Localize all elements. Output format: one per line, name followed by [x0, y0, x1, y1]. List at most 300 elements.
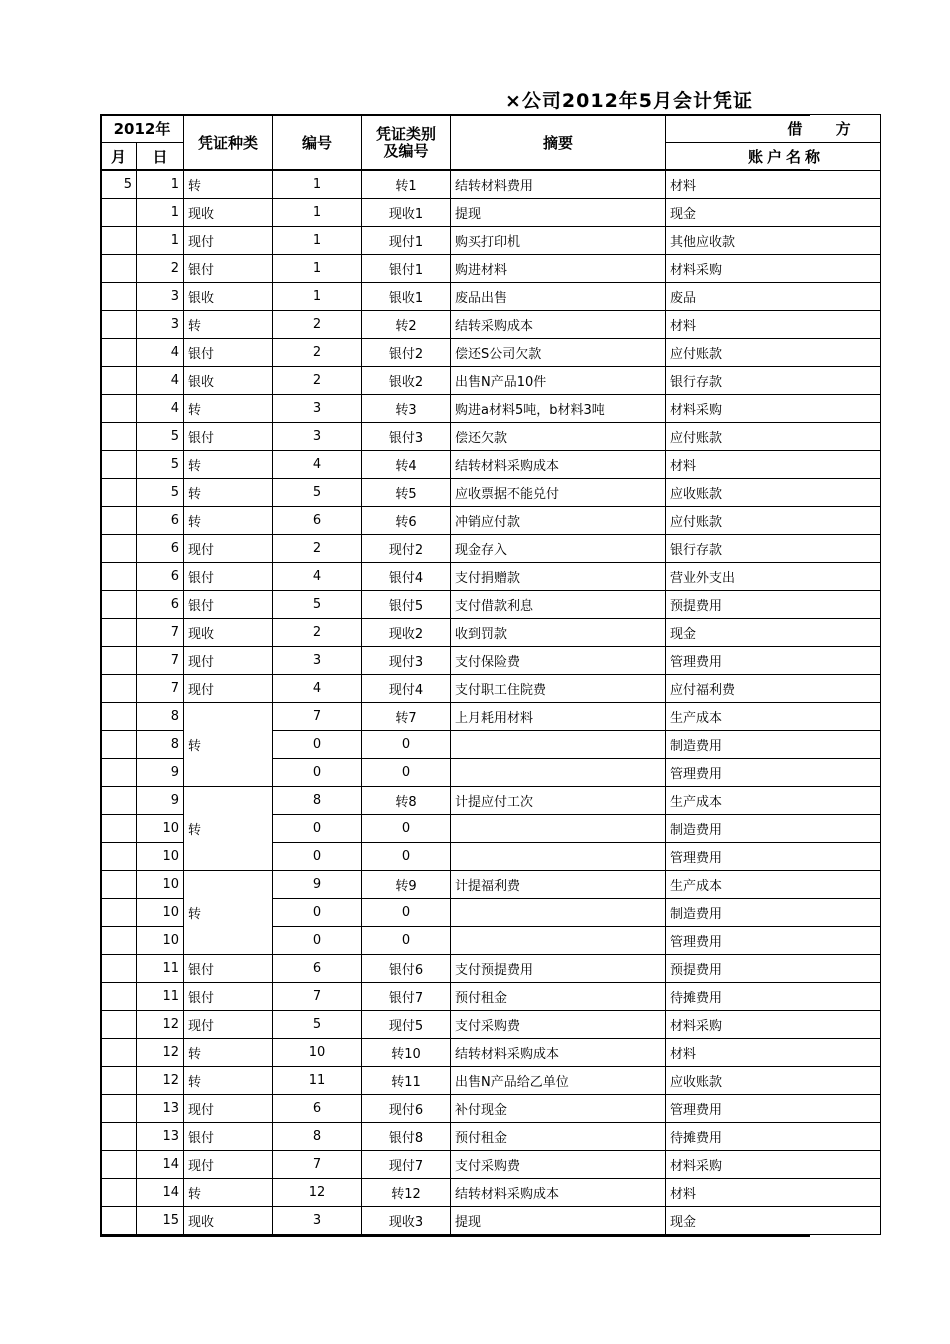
cell-month — [101, 563, 137, 591]
cell-summary: 结转采购成本 — [451, 311, 666, 339]
cell-number: 7 — [273, 1151, 362, 1179]
cell-month — [101, 283, 137, 311]
table-row — [101, 367, 881, 395]
cell-month — [101, 843, 137, 871]
sheet-title: ×公司2012年5月会计凭证 — [505, 90, 754, 112]
table-row — [101, 227, 881, 255]
cell-day: 14 — [137, 1151, 184, 1179]
table-row — [101, 591, 881, 619]
cell-category-number: 现付7 — [362, 1151, 451, 1179]
cell-voucher-type: 现付 — [184, 647, 273, 675]
cell-category-number: 转8 — [362, 787, 451, 815]
cell-month — [101, 983, 137, 1011]
voucher-table — [100, 114, 881, 1235]
cell-category-number: 转4 — [362, 451, 451, 479]
cell-summary: 上月耗用材料 — [451, 703, 666, 731]
header-category-line2: 及编号 — [383, 141, 429, 160]
cell-account-name: 应付账款 — [666, 423, 881, 451]
table-row — [101, 423, 881, 451]
cell-month — [101, 1095, 137, 1123]
cell-number: 7 — [273, 703, 362, 731]
table-row — [101, 199, 881, 227]
cell-voucher-type: 转 — [184, 395, 273, 423]
table-row — [101, 451, 881, 479]
header-day: 日 — [137, 143, 184, 171]
cell-number: 5 — [273, 479, 362, 507]
cell-category-number: 0 — [362, 815, 451, 843]
header-number: 编号 — [273, 115, 362, 171]
voucher-sheet — [100, 114, 865, 1236]
table-row — [101, 479, 881, 507]
cell-day: 10 — [137, 843, 184, 871]
cell-summary: 出售N产品给乙单位 — [451, 1067, 666, 1095]
table-row — [101, 1123, 881, 1151]
table-row — [101, 1151, 881, 1179]
cell-account-name: 制造费用 — [666, 731, 881, 759]
cell-month — [101, 507, 137, 535]
table-row — [101, 1095, 881, 1123]
cell-voucher-type: 转 — [184, 479, 273, 507]
cell-voucher-type: 银付 — [184, 955, 273, 983]
cell-category-number: 银收2 — [362, 367, 451, 395]
header-month: 月 — [101, 143, 137, 171]
cell-account-name: 材料采购 — [666, 395, 881, 423]
cell-account-name: 应付福利费 — [666, 675, 881, 703]
cell-summary: 补付现金 — [451, 1095, 666, 1123]
cell-month — [101, 899, 137, 927]
cell-account-name: 现金 — [666, 619, 881, 647]
table-row — [101, 955, 881, 983]
cell-voucher-type: 银付 — [184, 1123, 273, 1151]
cell-voucher-type: 现付 — [184, 227, 273, 255]
cell-number: 0 — [273, 899, 362, 927]
cell-day: 10 — [137, 871, 184, 899]
cell-summary: 提现 — [451, 1207, 666, 1235]
cell-account-name: 材料 — [666, 171, 881, 199]
cell-day: 6 — [137, 591, 184, 619]
border-top — [100, 114, 810, 116]
cell-voucher-type: 转 — [184, 507, 273, 535]
cell-account-name: 待摊费用 — [666, 1123, 881, 1151]
cell-day: 3 — [137, 311, 184, 339]
cell-number: 1 — [273, 227, 362, 255]
cell-category-number: 现付1 — [362, 227, 451, 255]
cell-category-number: 银付1 — [362, 255, 451, 283]
cell-voucher-type: 银收 — [184, 367, 273, 395]
table-row — [101, 339, 881, 367]
cell-month — [101, 675, 137, 703]
cell-account-name: 材料 — [666, 311, 881, 339]
cell-voucher-type: 银收 — [184, 283, 273, 311]
cell-category-number: 银付4 — [362, 563, 451, 591]
cell-account-name: 材料采购 — [666, 255, 881, 283]
cell-number: 3 — [273, 647, 362, 675]
cell-month — [101, 479, 137, 507]
cell-day: 8 — [137, 703, 184, 731]
cell-number: 2 — [273, 535, 362, 563]
cell-day: 6 — [137, 507, 184, 535]
cell-category-number: 现付5 — [362, 1011, 451, 1039]
table-row — [101, 983, 881, 1011]
cell-day: 5 — [137, 451, 184, 479]
header-account-name — [666, 143, 881, 171]
table-row — [101, 1179, 881, 1207]
cell-day: 6 — [137, 563, 184, 591]
cell-category-number: 现收1 — [362, 199, 451, 227]
cell-month — [101, 1207, 137, 1235]
cell-voucher-type: 转 — [184, 451, 273, 479]
cell-month — [101, 535, 137, 563]
table-row — [101, 283, 881, 311]
cell-voucher-type: 现收 — [184, 1207, 273, 1235]
cell-voucher-type: 转 — [184, 171, 273, 199]
cell-summary: 提现 — [451, 199, 666, 227]
cell-number: 1 — [273, 255, 362, 283]
cell-voucher-type: 现付 — [184, 1095, 273, 1123]
cell-day: 1 — [137, 171, 184, 199]
cell-summary: 结转材料采购成本 — [451, 1039, 666, 1067]
cell-month — [101, 1039, 137, 1067]
cell-number: 11 — [273, 1067, 362, 1095]
table-row — [101, 675, 881, 703]
cell-summary: 冲销应付款 — [451, 507, 666, 535]
cell-day: 15 — [137, 1207, 184, 1235]
cell-voucher-type: 现收 — [184, 619, 273, 647]
table-row — [101, 619, 881, 647]
cell-month — [101, 395, 137, 423]
cell-summary — [451, 927, 666, 955]
cell-summary: 支付采购费 — [451, 1011, 666, 1039]
cell-voucher-type: 现付 — [184, 1011, 273, 1039]
cell-day: 9 — [137, 759, 184, 787]
header-voucher-type: 凭证种类 — [184, 115, 273, 171]
table-row — [101, 703, 881, 731]
cell-account-name: 应收账款 — [666, 479, 881, 507]
cell-day: 10 — [137, 899, 184, 927]
cell-voucher-type: 现收 — [184, 199, 273, 227]
cell-month — [101, 955, 137, 983]
cell-number: 4 — [273, 563, 362, 591]
header-year: 2012年 — [101, 115, 184, 143]
cell-month — [101, 731, 137, 759]
cell-day: 7 — [137, 675, 184, 703]
table-row — [101, 871, 881, 899]
cell-day: 9 — [137, 787, 184, 815]
cell-summary — [451, 843, 666, 871]
cell-summary: 支付借款利息 — [451, 591, 666, 619]
cell-month — [101, 815, 137, 843]
header-debit-label: 借 方 — [787, 120, 865, 138]
table-row — [101, 787, 881, 815]
header-category-number — [362, 115, 451, 171]
cell-number: 9 — [273, 871, 362, 899]
cell-month — [101, 423, 137, 451]
cell-account-name: 现金 — [666, 199, 881, 227]
cell-month — [101, 703, 137, 731]
cell-day: 5 — [137, 479, 184, 507]
cell-number: 0 — [273, 815, 362, 843]
cell-summary: 结转材料采购成本 — [451, 451, 666, 479]
header-separator — [100, 169, 810, 171]
table-row — [101, 255, 881, 283]
cell-month — [101, 871, 137, 899]
cell-day: 10 — [137, 815, 184, 843]
table-row — [101, 1039, 881, 1067]
cell-day: 5 — [137, 423, 184, 451]
cell-category-number: 0 — [362, 927, 451, 955]
cell-account-name: 预提费用 — [666, 955, 881, 983]
cell-category-number: 银付3 — [362, 423, 451, 451]
cell-month — [101, 367, 137, 395]
cell-number: 7 — [273, 983, 362, 1011]
cell-summary: 结转材料费用 — [451, 171, 666, 199]
cell-account-name: 材料采购 — [666, 1151, 881, 1179]
cell-account-name: 制造费用 — [666, 899, 881, 927]
cell-day: 11 — [137, 983, 184, 1011]
cell-summary: 购进a材料5吨，b材料3吨 — [451, 395, 666, 423]
cell-account-name: 材料 — [666, 451, 881, 479]
cell-day: 11 — [137, 955, 184, 983]
border-bottom — [100, 1235, 810, 1237]
cell-month — [101, 759, 137, 787]
cell-summary: 收到罚款 — [451, 619, 666, 647]
cell-number: 2 — [273, 339, 362, 367]
table-row — [101, 311, 881, 339]
cell-month — [101, 1123, 137, 1151]
cell-summary: 预付租金 — [451, 1123, 666, 1151]
cell-account-name: 应付账款 — [666, 507, 881, 535]
cell-month — [101, 647, 137, 675]
cell-account-name: 营业外支出 — [666, 563, 881, 591]
table-row — [101, 1207, 881, 1235]
cell-voucher-type: 银付 — [184, 423, 273, 451]
cell-number: 4 — [273, 675, 362, 703]
table-row — [101, 647, 881, 675]
cell-category-number: 现付6 — [362, 1095, 451, 1123]
cell-day: 14 — [137, 1179, 184, 1207]
cell-day: 1 — [137, 199, 184, 227]
cell-voucher-type: 现付 — [184, 1151, 273, 1179]
cell-summary: 计提应付工次 — [451, 787, 666, 815]
cell-summary — [451, 759, 666, 787]
cell-account-name: 其他应收款 — [666, 227, 881, 255]
cell-month — [101, 787, 137, 815]
cell-account-name: 应付账款 — [666, 339, 881, 367]
cell-summary: 结转材料采购成本 — [451, 1179, 666, 1207]
cell-number: 8 — [273, 1123, 362, 1151]
cell-summary: 购进材料 — [451, 255, 666, 283]
cell-category-number: 银付5 — [362, 591, 451, 619]
cell-account-name: 管理费用 — [666, 759, 881, 787]
cell-number: 0 — [273, 927, 362, 955]
cell-account-name: 预提费用 — [666, 591, 881, 619]
cell-month — [101, 1151, 137, 1179]
cell-number: 10 — [273, 1039, 362, 1067]
cell-number: 0 — [273, 759, 362, 787]
cell-category-number: 0 — [362, 843, 451, 871]
cell-number: 5 — [273, 1011, 362, 1039]
cell-number: 2 — [273, 311, 362, 339]
cell-account-name: 管理费用 — [666, 647, 881, 675]
cell-day: 8 — [137, 731, 184, 759]
cell-voucher-type: 银付 — [184, 563, 273, 591]
cell-day: 7 — [137, 619, 184, 647]
cell-number: 3 — [273, 423, 362, 451]
cell-day: 12 — [137, 1011, 184, 1039]
cell-number: 0 — [273, 843, 362, 871]
cell-month — [101, 199, 137, 227]
cell-category-number: 现收3 — [362, 1207, 451, 1235]
cell-number: 2 — [273, 367, 362, 395]
table-row — [101, 171, 881, 199]
table-body — [101, 171, 881, 1235]
cell-number: 1 — [273, 199, 362, 227]
cell-summary — [451, 731, 666, 759]
cell-month — [101, 1179, 137, 1207]
cell-account-name: 银行存款 — [666, 367, 881, 395]
cell-category-number: 银收1 — [362, 283, 451, 311]
header-summary: 摘要 — [451, 115, 666, 171]
cell-voucher-type: 银付 — [184, 339, 273, 367]
cell-account-name: 材料 — [666, 1039, 881, 1067]
cell-category-number: 转2 — [362, 311, 451, 339]
cell-day: 10 — [137, 927, 184, 955]
cell-day: 3 — [137, 283, 184, 311]
cell-summary: 支付预提费用 — [451, 955, 666, 983]
cell-summary: 支付保险费 — [451, 647, 666, 675]
table-row — [101, 563, 881, 591]
cell-account-name: 废品 — [666, 283, 881, 311]
cell-account-name: 管理费用 — [666, 843, 881, 871]
cell-number: 3 — [273, 1207, 362, 1235]
cell-voucher-type: 转 — [184, 311, 273, 339]
cell-day: 4 — [137, 395, 184, 423]
cell-month — [101, 255, 137, 283]
header-account-label: 账户名称 — [747, 148, 824, 166]
cell-summary — [451, 899, 666, 927]
cell-account-name: 现金 — [666, 1207, 881, 1235]
cell-number: 5 — [273, 591, 362, 619]
cell-summary: 支付职工住院费 — [451, 675, 666, 703]
cell-account-name: 生产成本 — [666, 871, 881, 899]
cell-day: 13 — [137, 1095, 184, 1123]
cell-account-name: 生产成本 — [666, 703, 881, 731]
cell-day: 7 — [137, 647, 184, 675]
cell-category-number: 转5 — [362, 479, 451, 507]
cell-summary: 支付采购费 — [451, 1151, 666, 1179]
cell-voucher-type: 转 — [184, 1067, 273, 1095]
cell-month — [101, 591, 137, 619]
cell-month — [101, 227, 137, 255]
cell-day: 2 — [137, 255, 184, 283]
cell-account-name: 材料采购 — [666, 1011, 881, 1039]
cell-account-name: 材料 — [666, 1179, 881, 1207]
cell-summary: 预付租金 — [451, 983, 666, 1011]
cell-month — [101, 311, 137, 339]
cell-summary: 购买打印机 — [451, 227, 666, 255]
cell-voucher-type: 转 — [184, 787, 273, 871]
cell-account-name: 管理费用 — [666, 1095, 881, 1123]
cell-number: 4 — [273, 451, 362, 479]
cell-voucher-type: 转 — [184, 1039, 273, 1067]
cell-number: 6 — [273, 1095, 362, 1123]
cell-day: 4 — [137, 339, 184, 367]
header-debit — [666, 115, 881, 143]
cell-day: 12 — [137, 1039, 184, 1067]
cell-number: 2 — [273, 619, 362, 647]
cell-category-number: 现付3 — [362, 647, 451, 675]
cell-account-name: 待摊费用 — [666, 983, 881, 1011]
cell-summary: 支付捐赠款 — [451, 563, 666, 591]
cell-number: 6 — [273, 955, 362, 983]
cell-category-number: 0 — [362, 731, 451, 759]
cell-summary: 偿还欠款 — [451, 423, 666, 451]
cell-month: 5 — [101, 171, 137, 199]
cell-account-name: 银行存款 — [666, 535, 881, 563]
cell-account-name: 制造费用 — [666, 815, 881, 843]
cell-day: 1 — [137, 227, 184, 255]
table-row — [101, 395, 881, 423]
table-row — [101, 1011, 881, 1039]
table-row — [101, 507, 881, 535]
cell-category-number: 转3 — [362, 395, 451, 423]
cell-category-number: 银付8 — [362, 1123, 451, 1151]
cell-category-number: 转7 — [362, 703, 451, 731]
cell-month — [101, 619, 137, 647]
cell-month — [101, 927, 137, 955]
cell-summary: 废品出售 — [451, 283, 666, 311]
cell-summary: 出售N产品10件 — [451, 367, 666, 395]
cell-voucher-type: 银付 — [184, 983, 273, 1011]
cell-voucher-type: 现付 — [184, 535, 273, 563]
cell-category-number: 现收2 — [362, 619, 451, 647]
cell-voucher-type: 银付 — [184, 591, 273, 619]
cell-category-number: 银付2 — [362, 339, 451, 367]
cell-category-number: 0 — [362, 899, 451, 927]
table-row — [101, 1067, 881, 1095]
cell-category-number: 银付6 — [362, 955, 451, 983]
cell-category-number: 现付4 — [362, 675, 451, 703]
cell-month — [101, 1067, 137, 1095]
cell-summary: 计提福利费 — [451, 871, 666, 899]
cell-category-number: 转1 — [362, 171, 451, 199]
cell-category-number: 0 — [362, 759, 451, 787]
cell-number: 0 — [273, 731, 362, 759]
cell-voucher-type: 现付 — [184, 675, 273, 703]
cell-account-name: 应收账款 — [666, 1067, 881, 1095]
cell-summary — [451, 815, 666, 843]
cell-day: 12 — [137, 1067, 184, 1095]
cell-account-name: 管理费用 — [666, 927, 881, 955]
cell-voucher-type: 转 — [184, 703, 273, 787]
cell-summary: 应收票据不能兑付 — [451, 479, 666, 507]
header-category-line1: 凭证类别 — [375, 124, 436, 143]
cell-month — [101, 451, 137, 479]
cell-voucher-type: 转 — [184, 871, 273, 955]
cell-number: 8 — [273, 787, 362, 815]
cell-number: 6 — [273, 507, 362, 535]
table-row — [101, 535, 881, 563]
cell-number: 1 — [273, 283, 362, 311]
cell-category-number: 转10 — [362, 1039, 451, 1067]
cell-voucher-type: 转 — [184, 1179, 273, 1207]
cell-category-number: 转11 — [362, 1067, 451, 1095]
border-left — [100, 114, 102, 1236]
cell-category-number: 转6 — [362, 507, 451, 535]
cell-account-name: 生产成本 — [666, 787, 881, 815]
cell-day: 13 — [137, 1123, 184, 1151]
cell-category-number: 现付2 — [362, 535, 451, 563]
